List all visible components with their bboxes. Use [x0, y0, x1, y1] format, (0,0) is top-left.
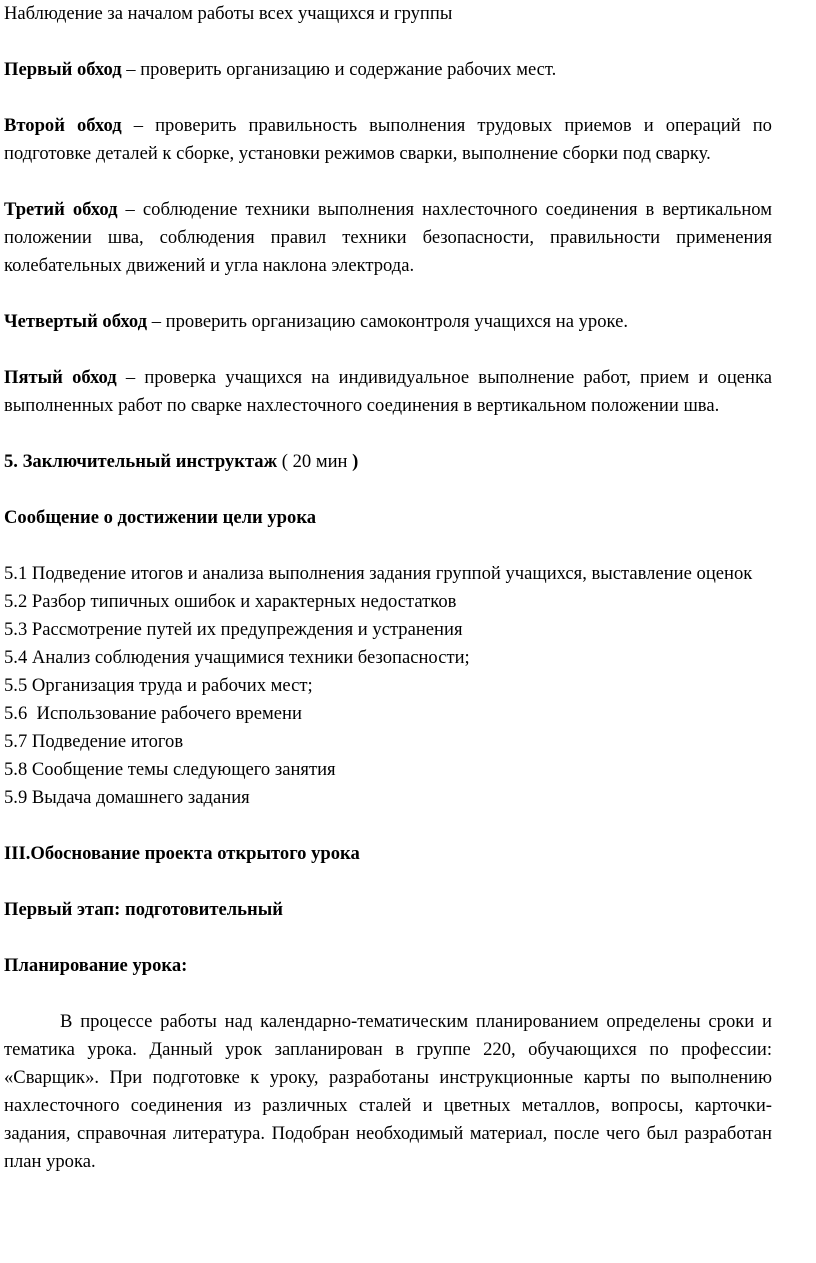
round-3-text: – соблюдение техники выполнения нахлесточного соединения в вертикальном положении шва, соблюдения правил техники безопасности, правильности применения колебательных движений и угла наклона электрода.: [4, 199, 773, 276]
spacer: [4, 280, 772, 308]
round-5-title: Пятый обход: [4, 367, 117, 388]
goal-message-title: Сообщение о достижении цели урока: [4, 507, 317, 528]
list-item: 5.3 Рассмотрение путей их предупреждения и устранения: [4, 619, 463, 640]
planning-heading: [4, 952, 772, 980]
spacer: [4, 84, 772, 112]
round-2-paragraph: [4, 112, 772, 168]
intro-line: Наблюдение за началом работы всех учащихся и группы: [4, 3, 453, 24]
round-3-paragraph: [4, 196, 772, 280]
round-1-paragraph: [4, 56, 772, 84]
section-5-open: (: [277, 451, 293, 472]
round-2-text: – проверить правильность выполнения трудовых приемов и операций по подготовке деталей к сборке, установки режимов сварки, выполнение сборки под сварку.: [4, 115, 772, 164]
spacer: [4, 168, 772, 196]
spacer: [4, 336, 772, 364]
spacer: [4, 812, 772, 840]
summary-list: [4, 560, 772, 812]
round-4-text: – проверить организацию самоконтроля учащихся на уроке.: [147, 311, 628, 332]
round-4-paragraph: [4, 308, 772, 336]
list-item: 5.1 Подведение итогов и анализа выполнения задания группой учащихся, выставление оценок: [4, 563, 753, 584]
list-item: 5.5 Организация труда и рабочих мест;: [4, 675, 313, 696]
spacer: [4, 28, 772, 56]
round-3-title: Третий обход: [4, 199, 118, 220]
spacer: [4, 476, 772, 504]
round-2-title: Второй обход: [4, 115, 122, 136]
spacer: [4, 420, 772, 448]
spacer: [4, 924, 772, 952]
list-item: 5.7 Подведение итогов: [4, 731, 184, 752]
section-5-close: ): [347, 451, 359, 472]
list-item: 5.4 Анализ соблюдения учащимися техники безопасности;: [4, 647, 470, 668]
list-item: 5.8 Сообщение темы следующего занятия: [4, 759, 336, 780]
round-5-text: – проверка учащихся на индивидуальное выполнение работ, прием и оценка выполненных работ по сварке нахлесточного соединения в вертикальном положении шва.: [4, 367, 772, 416]
spacer: [4, 980, 772, 1008]
stage-1-title: Первый этап: подготовительный: [4, 899, 283, 920]
spacer: [4, 868, 772, 896]
section-3-title: III.Обоснование проекта открытого урока: [4, 843, 360, 864]
list-item: 5.2 Разбор типичных ошибок и характерных недостатков: [4, 591, 457, 612]
list-item: 5.6 Использование рабочего времени: [4, 703, 302, 724]
list-item: 5.9 Выдача домашнего задания: [4, 787, 250, 808]
planning-title: Планирование урока:: [4, 955, 188, 976]
section-5-heading: [4, 448, 772, 476]
section-5-duration: 20 мин: [292, 451, 348, 472]
section-5-title: 5. Заключительный инструктаж: [4, 451, 278, 472]
spacer: [4, 532, 772, 560]
section-3-heading: [4, 840, 772, 868]
round-4-title: Четвертый обход: [4, 311, 148, 332]
round-1-text: – проверить организацию и содержание рабочих мест.: [121, 59, 557, 80]
document-page: [4, 0, 772, 1176]
round-1-title: Первый обход: [4, 59, 122, 80]
planning-paragraph: В процессе работы над календарно-тематическим планированием определены сроки и тематика урока. Данный урок запланирован в группе 220, обучающихся по профессии: «Сварщик». При подготовке к уроку, разработаны инструкционные карты по выполнению нахлесточного соединения из различных сталей и цветных металлов, вопросы, карточки-задания, справочная литература. Подобран необходимый материал, после чего был разработан план урока.: [4, 1011, 772, 1172]
round-5-paragraph: [4, 364, 772, 420]
goal-message-heading: [4, 504, 772, 532]
stage-1-heading: [4, 896, 772, 924]
